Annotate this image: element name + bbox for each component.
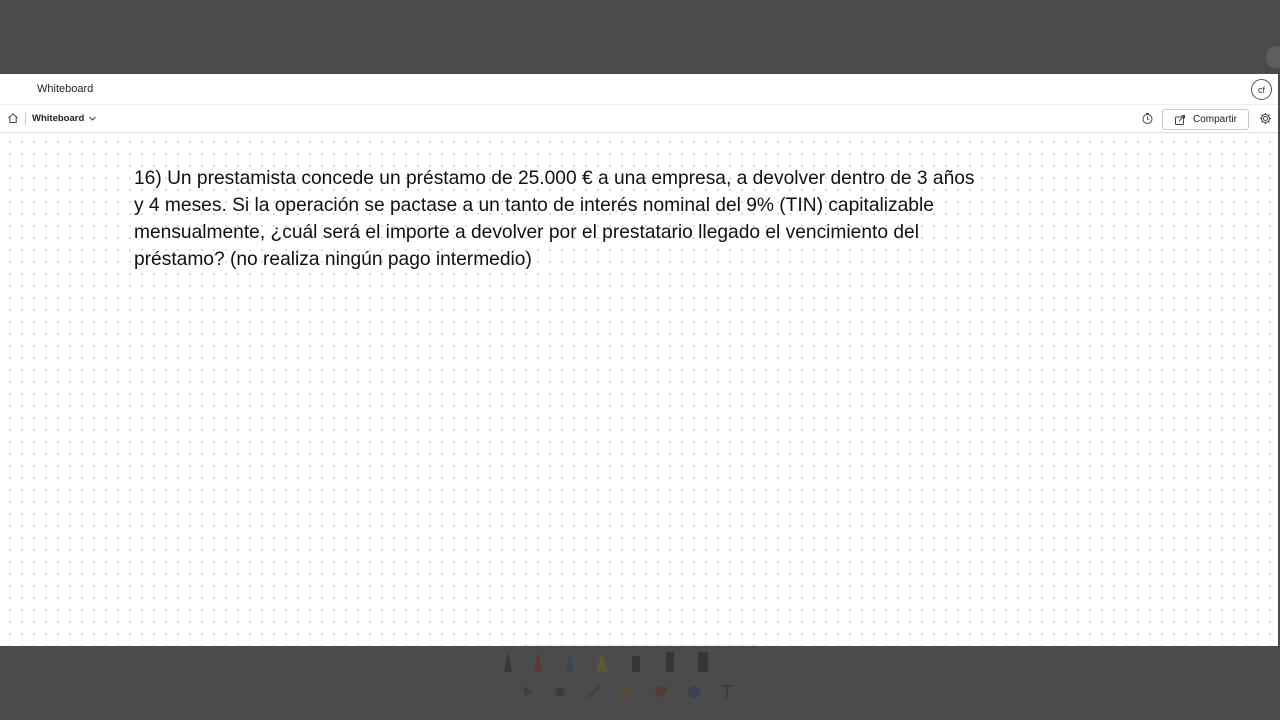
timer-icon[interactable] bbox=[1141, 112, 1154, 125]
share-icon bbox=[1174, 114, 1186, 126]
home-icon[interactable] bbox=[7, 112, 19, 124]
share-button[interactable] bbox=[1162, 109, 1249, 130]
backdrop-window-edge bbox=[1266, 46, 1280, 68]
gear-icon[interactable] bbox=[1259, 112, 1272, 125]
window-title: Whiteboard bbox=[37, 83, 94, 95]
title-bar bbox=[0, 74, 1278, 105]
share-label: Compartir bbox=[1193, 114, 1237, 125]
text-note[interactable]: 16) Un prestamista concede un préstamo de 25.000 € a una empresa, a devolver dentro de 3 años y 4 meses. Si la operación se pactase a un tanto de interés nominal del 9% (TIN) capitalizable mensualmente, ¿cuál será el importe a devolver por el prestatario llegado el vencimiento del préstamo? (no realiza ningún pago intermedio) bbox=[134, 168, 975, 270]
chevron-down-icon[interactable] bbox=[88, 114, 97, 123]
nav-divider bbox=[25, 113, 26, 125]
board-name-menu[interactable]: Whiteboard bbox=[32, 113, 85, 124]
nav-bar bbox=[0, 105, 1278, 133]
user-avatar[interactable] bbox=[1251, 79, 1272, 100]
ghost-toolbar-reflection bbox=[490, 646, 790, 710]
whiteboard-canvas[interactable] bbox=[0, 134, 1278, 646]
whiteboard-app bbox=[0, 74, 1278, 646]
backdrop-top bbox=[0, 0, 1280, 74]
avatar-initials: cf bbox=[1257, 84, 1265, 95]
backdrop-bottom bbox=[0, 646, 1280, 720]
